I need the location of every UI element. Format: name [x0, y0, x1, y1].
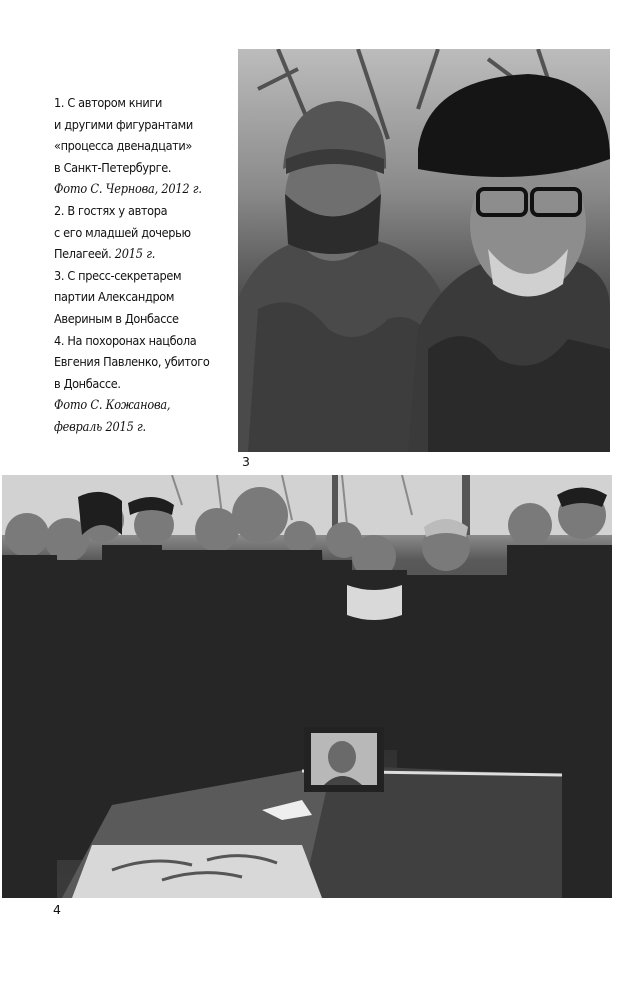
- caption-line-11: Авериным в Донбассе: [54, 310, 179, 326]
- photo-3-portrait: [238, 49, 610, 452]
- caption-line-10: партии Александром: [54, 289, 175, 305]
- photo-4-funeral: [2, 475, 612, 898]
- caption-line-1: 1. С автором книги: [54, 95, 162, 110]
- caption-line-8-text: Пелагеей.: [54, 246, 112, 262]
- caption-line-14: в Донбассе.: [54, 375, 121, 391]
- photo-captions: [54, 92, 234, 438]
- caption-credit-1: Фото С. Чернова, 2012 г.: [54, 181, 202, 197]
- caption-line-4: в Санкт-Петербурге.: [54, 159, 172, 175]
- caption-line-13: Евгения Павленко, убитого: [54, 354, 210, 370]
- photo-4-number: 4: [53, 902, 61, 917]
- caption-credit-2: 2015 г.: [111, 246, 156, 262]
- caption-line-12: 4. На похоронах нацбола: [54, 332, 197, 348]
- photo-3-number: 3: [242, 454, 250, 469]
- caption-line-6: 2. В гостях у автора: [54, 202, 168, 218]
- caption-line-8: [54, 243, 234, 265]
- photo-4-illustration: [2, 475, 612, 898]
- caption-line-9: 3. С пресс-секретарем: [54, 267, 182, 283]
- caption-credit-3b: февраль 2015 г.: [54, 418, 146, 434]
- caption-line-2: и другими фигурантами: [54, 116, 193, 132]
- photo-3-illustration: [238, 49, 610, 452]
- caption-line-3: «процесса двенадцати»: [54, 138, 193, 154]
- caption-credit-3a: Фото С. Кожанова,: [54, 397, 171, 413]
- caption-line-7: с его младшей дочерью: [54, 224, 191, 240]
